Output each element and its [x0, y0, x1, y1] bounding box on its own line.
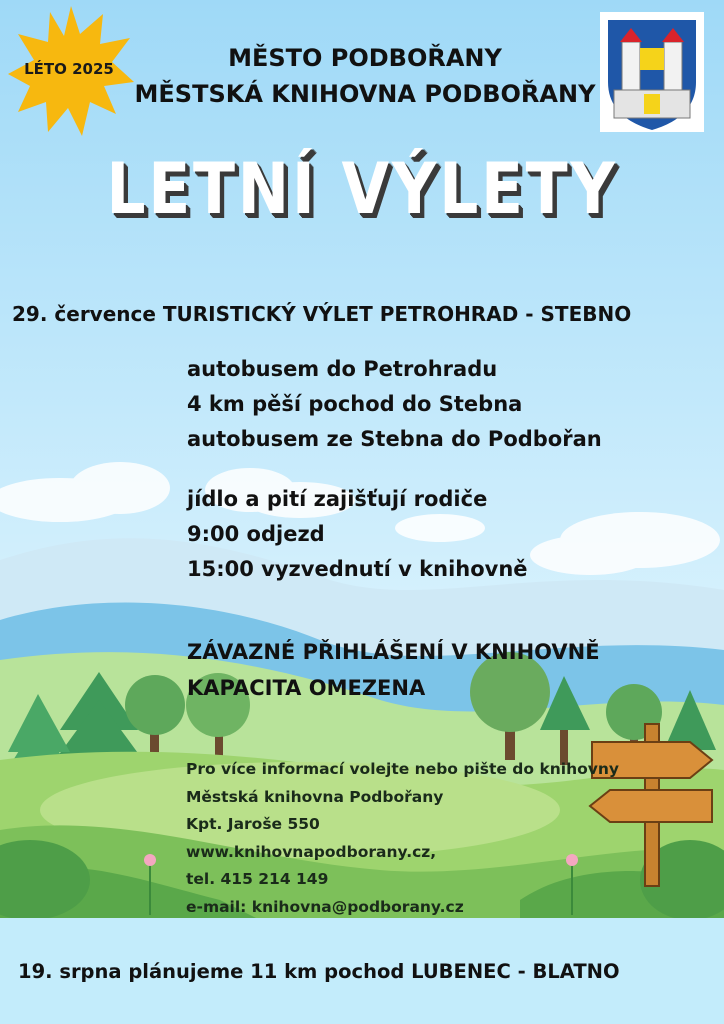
coat-of-arms-icon: [600, 12, 704, 132]
detail-item: 15:00 vyzvednutí v knihovně: [187, 557, 528, 581]
detail-item: 9:00 odjezd: [187, 522, 325, 546]
event-headline: 29. července TURISTICKÝ VÝLET PETROHRAD - STEBNO: [12, 302, 632, 326]
contact-web: www.knihovnapodborany.cz,: [186, 842, 437, 861]
header-city: MĚSTO PODBOŘANY: [228, 44, 502, 72]
contact-address: Kpt. Jaroše 550: [186, 815, 320, 833]
footer-announcement: 19. srpna plánujeme 11 km pochod LUBENEC - BLATNO: [18, 960, 620, 983]
contact-name: Městská knihovna Podbořany: [186, 787, 444, 806]
notice-capacity: KAPACITA OMEZENA: [187, 676, 426, 700]
detail-item: jídlo a pití zajišťují rodiče: [187, 487, 488, 511]
header-library: MĚSTSKÁ KNIHOVNA PODBOŘANY: [134, 80, 596, 108]
notice-registration: ZÁVAZNÉ PŘIHLÁŠENÍ V KNIHOVNĚ: [187, 640, 600, 664]
route-list: [187, 352, 602, 457]
contact-intro: Pro více informací volejte nebo pište do knihovny: [186, 760, 620, 778]
contact-phone: tel. 415 214 149: [186, 870, 329, 888]
contact-info: [186, 756, 619, 921]
poster-title: LETNÍ VÝLETY: [106, 148, 618, 230]
registration-notice: [187, 634, 600, 706]
header: [126, 40, 604, 112]
route-item: 4 km pěší pochod do Stebna: [187, 392, 523, 416]
contact-email: e-mail: knihovna@podborany.cz: [186, 897, 464, 916]
route-item: autobusem do Petrohradu: [187, 357, 498, 381]
route-item: autobusem ze Stebna do Podbořan: [187, 427, 602, 451]
details-list: [187, 482, 528, 587]
badge-label: LÉTO 2025: [24, 60, 114, 78]
